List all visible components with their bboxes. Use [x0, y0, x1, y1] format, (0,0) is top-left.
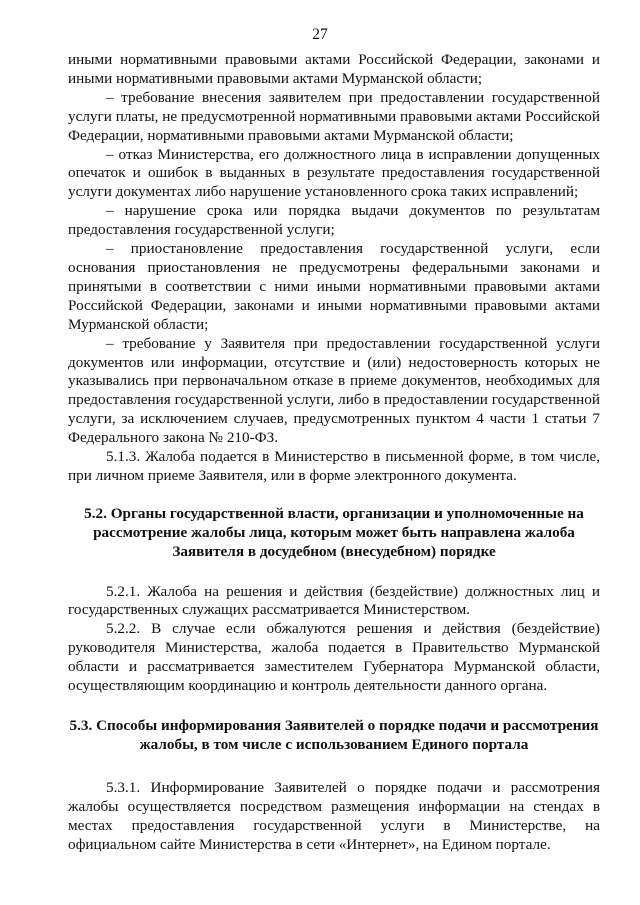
page-number: 27 — [312, 26, 328, 43]
list-item-refusal-corrections: – отказ Министерства, его должностного лица в исправлении допущенных опечаток и ошибок в выданных в результате предоставления государственной услуги документах либо нарушение установленного срока таких исправлений; — [68, 145, 600, 201]
paragraph-5-2-1: 5.2.1. Жалоба на решения и действия (бездействие) должностных лиц и государственных служащих рассматривается Министерством. — [68, 582, 600, 619]
section-heading-5-3: 5.3. Способы информирования Заявителей о порядке подачи и рассмотрения жалобы, в том числе с использованием Единого портала — [69, 717, 599, 753]
list-item-payment: – требование внесения заявителем при предоставлении государственной услуги платы, не предусмотренной нормативными правовыми актами Российской Федерации, нормативными правовыми актами Мурманской области; — [68, 88, 600, 144]
list-item-deadline-violation: – нарушение срока или порядка выдачи документов по результатам предоставления государственной услуги; — [68, 202, 600, 239]
paragraph-continuation: иными нормативными правовыми актами Российской Федерации, законами и иными нормативными правовыми актами Мурманской области; — [68, 51, 600, 87]
list-item-suspension: – приостановление предоставления государственной услуги, если основания приостановления не предусмотрены федеральными законами и принятыми в соответствии с ними иными нормативными правовыми актами Российской Федерации, законами и иными нормативными правовыми актами Мурманской области; — [68, 240, 600, 333]
section-heading-5-2: 5.2. Органы государственной власти, организации и уполномоченные на рассмотрение жалобы лица, которым может быть направлена жалоба Заявителя в досудебном (внесудебном) порядке — [84, 504, 584, 560]
paragraph-5-3-1: 5.3.1. Информирование Заявителей о порядке подачи и рассмотрения жалобы осуществляется посредством размещения информации на стендах в местах предоставления государственной услуги в Министерстве, на официальном сайте Министерства в сети «Интернет», на Едином портале. — [68, 778, 600, 853]
list-item-documents-requirement: – требование у Заявителя при предоставлении государственной услуги документов или информации, отсутствие и (или) недостоверность которых не указывались при первоначальном отказе в приеме документов, необходимых для предоставления государственной услуги, либо в предоставлении государственной услуги, за исключением случаев, предусмотренных пунктом 4 части 1 статьи 7 Федерального закона № 210-ФЗ. — [68, 334, 600, 447]
paragraph-5-2-2: 5.2.2. В случае если обжалуются решения и действия (бездействие) руководителя Министерства, жалоба подается в Правительство Мурманской области и рассматривается заместителем Губернатора Мурманской области, осуществляющим координацию и контроль деятельности данного органа. — [68, 620, 600, 695]
page-content — [68, 51, 600, 854]
paragraph-5-1-3: 5.1.3. Жалоба подается в Министерство в письменной форме, в том числе, при личном приеме Заявителя, или в форме электронного документа. — [68, 448, 600, 484]
